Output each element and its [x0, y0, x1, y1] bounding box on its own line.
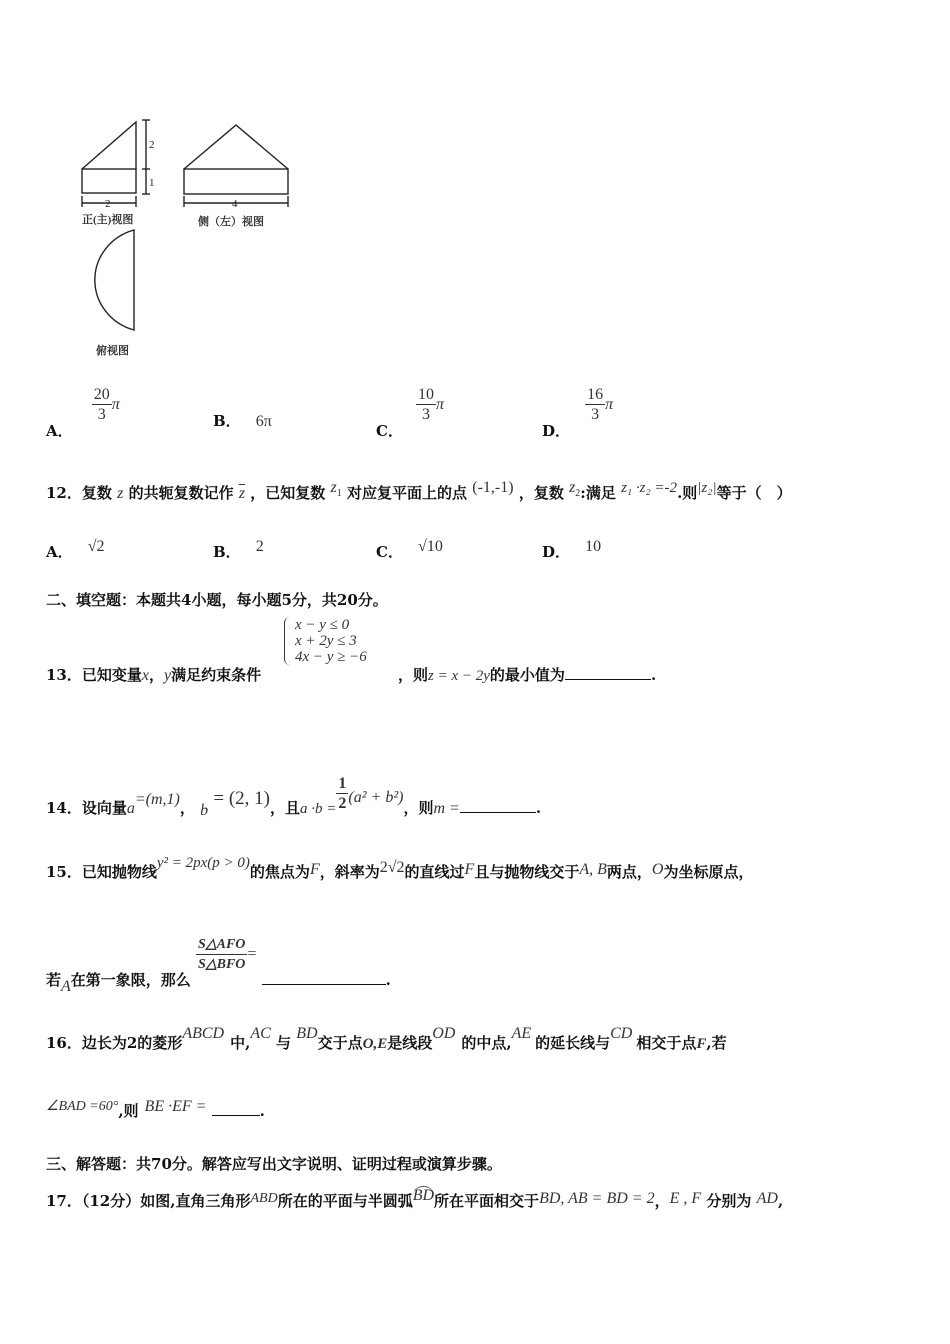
q15-text: 若: [46, 970, 62, 989]
rhombus-ABCD: ABCD: [182, 1025, 225, 1042]
var-z2: z: [569, 479, 576, 496]
dot-product: BE ·EF =: [144, 1098, 207, 1115]
segment-CD: CD: [610, 1025, 633, 1042]
q15-text: 两点，: [606, 863, 652, 881]
q12-text: ，复数: [518, 484, 564, 502]
arc-BD: BD: [412, 1187, 435, 1204]
points-EF: E , F: [669, 1190, 702, 1207]
point-coords: (-1,-1): [472, 479, 514, 496]
points-OE: O,E: [362, 1036, 388, 1052]
q12-text: :满足: [580, 484, 616, 502]
q14-text: ，: [179, 798, 195, 817]
var-x: x: [141, 667, 149, 684]
q17-text: 所在的平面与半圆弧: [277, 1192, 413, 1210]
area-ratio: [196, 935, 247, 974]
q17-text: ，: [654, 1192, 670, 1210]
q14-text: ，则: [403, 798, 434, 817]
option-label: B．: [213, 412, 241, 430]
point-O: O: [651, 861, 664, 878]
subscript: 2: [575, 488, 581, 499]
fraction-half: [336, 774, 348, 813]
top-view-label: 俯视图: [96, 345, 129, 357]
vector-sum: (a² + b²): [348, 788, 404, 806]
q11-option-b[interactable]: [213, 410, 272, 431]
triangle-ABD: ABD: [250, 1191, 278, 1206]
var-m: m =: [433, 799, 460, 817]
q12-text: 对应复平面上的点: [347, 484, 468, 502]
q15-text: 的直线过: [404, 863, 465, 881]
q15-text: ，斜率为: [319, 863, 380, 881]
q14-text: .: [535, 798, 542, 817]
vector-a: a: [126, 799, 135, 817]
segment-BD: BD: [296, 1025, 318, 1042]
q17-text: 17．（12分）如图,直角三角形: [46, 1192, 251, 1210]
q16-text: 交于点: [317, 1034, 363, 1052]
pi-symbol: π: [111, 396, 120, 413]
q15-text: .: [385, 970, 391, 989]
dim-front-width: 2: [105, 198, 111, 210]
question-17: [46, 1187, 784, 1211]
q12-option-b[interactable]: [213, 535, 264, 561]
q13-text: .: [650, 666, 657, 684]
q13-text: ，则: [398, 666, 429, 684]
q17-text: 所在平面相交于: [434, 1192, 540, 1210]
option-label: C．: [376, 543, 403, 561]
option-label: D．: [542, 422, 571, 440]
front-view: [82, 120, 150, 207]
numerator: S△AFO: [196, 935, 247, 955]
q15-text: 15．已知抛物线: [46, 863, 157, 881]
numerator: 1: [338, 775, 347, 792]
subscript: 1: [336, 488, 342, 499]
objective-expr: z = x − 2y: [428, 668, 490, 684]
constraint-1: x − y ≤ 0: [295, 617, 350, 633]
abs-expr: |z₂|: [697, 480, 717, 496]
denominator: 3: [422, 406, 431, 423]
option-label: C．: [376, 422, 403, 440]
dim-height-bottom: 1: [149, 177, 155, 189]
segment-AD: AD: [756, 1190, 778, 1207]
segment-OD: OD: [432, 1025, 456, 1042]
answer-blank[interactable]: [262, 970, 386, 985]
q12-option-a[interactable]: [46, 535, 105, 561]
q16-text: 是线段: [387, 1034, 433, 1052]
numerator: 16: [587, 386, 604, 403]
question-12: [46, 479, 792, 505]
q12-option-c[interactable]: [376, 535, 443, 561]
var-zbar: $\overline{z}$: [238, 485, 246, 502]
q17-text: ,: [777, 1192, 784, 1210]
segment-AE: AE: [511, 1025, 532, 1042]
question-16-line1: [46, 1025, 727, 1053]
q15-text: 在第一象限，那么: [70, 970, 191, 989]
q16-text: 的延长线与: [535, 1034, 611, 1052]
points-AB: A, B: [579, 861, 607, 878]
question-13-end: [398, 664, 656, 685]
pi-symbol: π: [436, 396, 445, 413]
q13-text: 的最小值为: [489, 666, 565, 684]
segment-AC: AC: [250, 1025, 271, 1042]
condition-expr: z₁ ·z₂ =-2: [621, 480, 678, 496]
q16-text: 与: [276, 1034, 292, 1052]
option-label: B．: [213, 543, 241, 561]
q16-text: 16．边长为2的菱形: [46, 1034, 183, 1052]
var-z1: z: [330, 479, 337, 496]
denominator: 3: [97, 406, 106, 423]
constraint-3: 4x − y ≥ −6: [295, 649, 367, 665]
fraction: [416, 385, 436, 424]
section-2-heading: 二、填空题：本题共4小题，每小题5分，共20分。: [46, 591, 388, 609]
option-label: A．: [46, 422, 73, 440]
fraction: [92, 385, 112, 424]
slope-value: 2√2: [379, 859, 405, 876]
numerator: 10: [418, 386, 435, 403]
q16-text: ,则: [118, 1102, 139, 1120]
point-F: F: [464, 861, 475, 878]
var-z: z: [117, 485, 124, 502]
q12-text: ，已知复数: [250, 484, 326, 502]
front-view-label: 正(主)视图: [82, 214, 134, 226]
q12-text: 的共轭复数记作: [128, 484, 234, 502]
option-label: A．: [46, 543, 73, 561]
option-value: 6π: [255, 413, 272, 430]
vector-a-value: =(m,1): [134, 790, 180, 808]
section-3-heading: 三、解答题：共70分。解答应写出文字说明、证明过程或演算步骤。: [46, 1155, 502, 1173]
denominator: 2: [338, 795, 347, 812]
segment-BD: BD: [539, 1190, 561, 1207]
answer-blank[interactable]: [460, 798, 536, 813]
q16-text: .: [259, 1102, 265, 1120]
dim-height-top: 2: [149, 139, 155, 151]
point-A: A: [61, 977, 71, 995]
q13-text: 满足约束条件: [171, 666, 262, 684]
length-condition: , AB = BD = 2: [560, 1190, 655, 1207]
fraction: [585, 385, 605, 424]
q11-option-d[interactable]: [542, 385, 614, 440]
var-y: y: [164, 667, 172, 684]
answer-blank[interactable]: [565, 665, 651, 680]
q15-text: 的焦点为: [249, 863, 310, 881]
question-13-start: [46, 664, 261, 685]
vector-b: b: [200, 801, 209, 819]
dim-side-width: 4: [232, 198, 238, 210]
q12-text: 12．复数: [46, 484, 112, 502]
numerator: 20: [93, 386, 110, 403]
top-view: [95, 230, 134, 330]
q11-option-c[interactable]: [376, 385, 445, 440]
q12-text: .则: [677, 484, 698, 502]
option-value: √10: [418, 538, 443, 555]
denominator: S△BFO: [198, 957, 246, 972]
q14-text: ，且: [270, 798, 301, 817]
q16-text: 中,: [230, 1034, 251, 1052]
q13-text: 13．已知变量: [46, 666, 142, 684]
equals-sign: =: [247, 945, 257, 963]
q13-text: ，: [148, 666, 164, 684]
q11-option-a[interactable]: [46, 385, 120, 440]
constraint-2: x + 2y ≤ 3: [295, 633, 357, 649]
question-14: [46, 764, 542, 819]
option-value: √2: [87, 538, 105, 555]
option-label: D．: [542, 543, 571, 561]
option-value: 10: [585, 538, 602, 555]
question-15-line2: [46, 935, 391, 995]
pi-symbol: π: [605, 396, 614, 413]
q14-text: 14．设向量: [46, 798, 127, 817]
question-15-line1: [46, 855, 754, 882]
point-F: F: [696, 1036, 707, 1052]
option-value: 2: [255, 538, 264, 555]
q15-text: 为坐标原点，: [663, 863, 754, 881]
q16-text: 的中点,: [461, 1034, 512, 1052]
angle-BAD: ∠BAD =60°: [46, 1099, 119, 1114]
q15-text: 且与抛物线交于: [474, 863, 580, 881]
side-view-label: 侧（左）视图: [198, 216, 264, 228]
dot-product: a ·b =: [300, 800, 337, 817]
vector-b-value: = (2, 1): [213, 787, 270, 809]
q16-text: 相交于点: [636, 1034, 697, 1052]
point-F: F: [309, 861, 320, 878]
three-view-figure: [70, 112, 300, 364]
question-16-line2: [46, 1100, 265, 1121]
denominator: 3: [591, 406, 600, 423]
q16-text: ,若: [706, 1034, 727, 1052]
constraint-system: [284, 617, 367, 665]
q12-option-d[interactable]: [542, 535, 602, 561]
q17-text: 分别为: [706, 1192, 752, 1210]
parabola-eq: y² = 2px(p > 0): [156, 855, 250, 871]
side-view: [184, 125, 288, 207]
answer-blank[interactable]: [212, 1101, 260, 1116]
q12-text: 等于（ ）: [716, 484, 792, 502]
